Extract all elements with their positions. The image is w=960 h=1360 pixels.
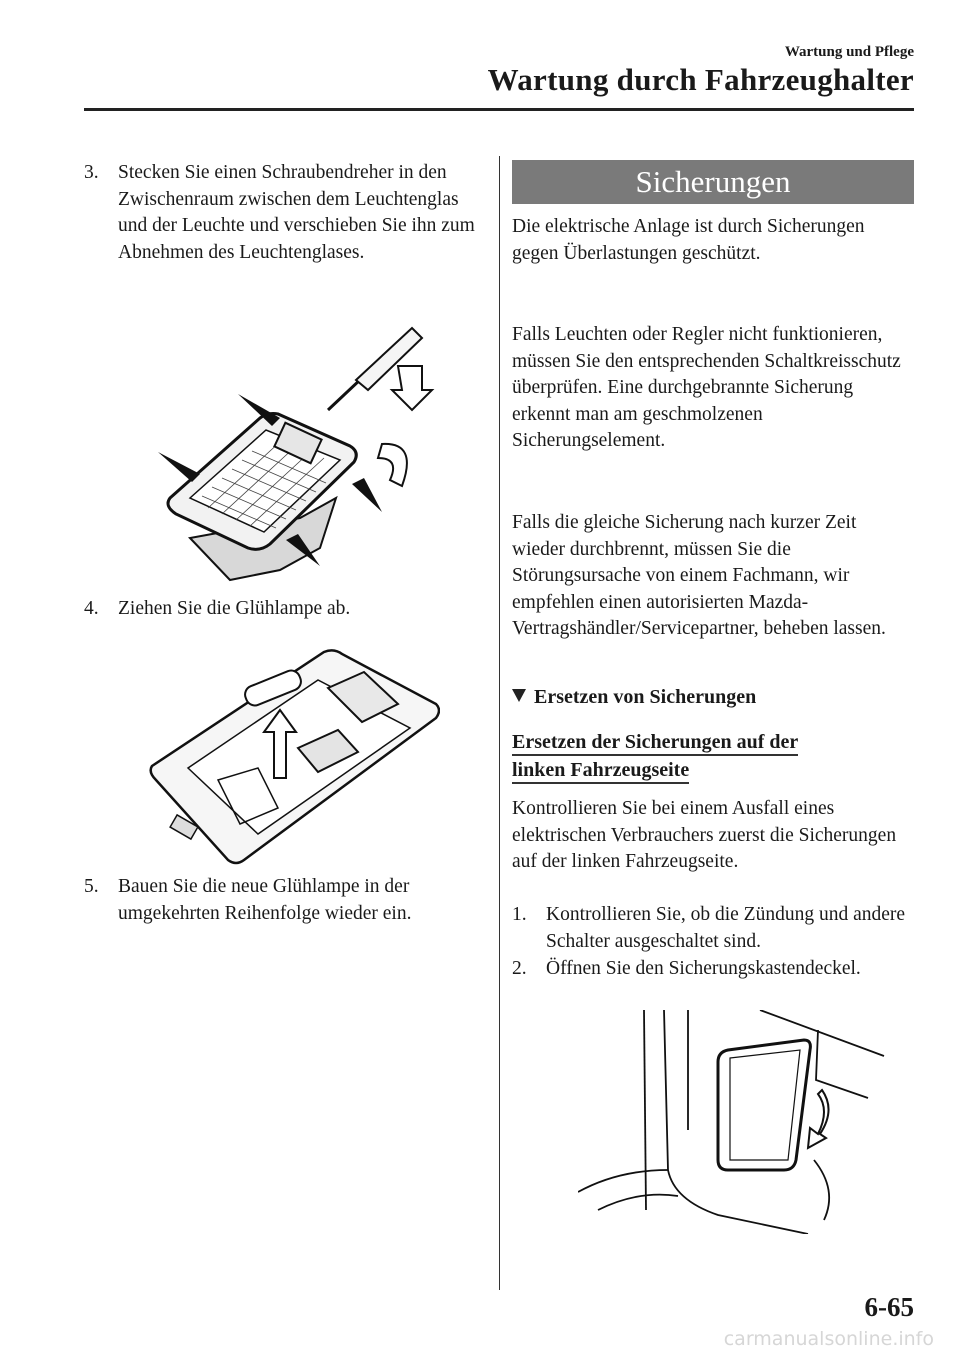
header-divider [84,108,914,111]
column-divider [499,156,500,1290]
chapter-label: Wartung und Pflege [784,44,914,60]
bulb-removal-illustration [148,648,440,866]
step-number: 2. [512,958,527,979]
step-number: 3. [84,162,99,183]
triangle-marker-icon [512,689,526,702]
step-number: 4. [84,598,99,619]
paragraph-check-left: Kontrollieren Sie bei einem Ausfall eines elektrischen Verbrauchers zuerst die Sicherungen auf der linken Fahrzeugseite. [512,798,897,872]
paragraph-overload: Die elektrische Anlage ist durch Sicherungen gegen Überlastungen geschützt. [512,216,865,264]
underlined-heading-line-1: Ersetzen der Sicherungen auf der [512,731,798,756]
paragraph-repeat-failure: Falls die gleiche Sicherung nach kurzer Zeit wieder durchbrennt, müssen Sie die Störungsursache von einem Fachmann, wir empfehlen einen autorisierten Mazda-Vertragshändler/Servicepartner, beheben lassen. [512,512,886,639]
step-text: Kontrollieren Sie, ob die Zündung und andere Schalter ausgeschaltet sind. [546,904,906,952]
step-5 [84,874,484,927]
step-number: 5. [84,876,99,897]
page-number: 6-65 [864,1292,914,1322]
step-number: 1. [512,904,527,925]
underlined-heading [512,728,912,784]
lens-removal-illustration [150,318,440,586]
page-title: Wartung durch Fahrzeughalter [487,62,914,97]
step-text: Ziehen Sie die Glühlampe ab. [118,598,351,619]
step-text: Stecken Sie einen Schraubendreher in den Zwischenraum zwischen dem Leuchtenglas und der Leuchte und verschieben Sie ihn zum Abnehmen des Leuchtenglases. [118,162,475,263]
step-1 [512,902,912,955]
step-text: Bauen Sie die neue Glühlampe in der umgekehrten Reihenfolge wieder ein. [118,876,412,924]
step-text: Öffnen Sie den Sicherungskastendeckel. [546,958,861,979]
fuse-cover-illustration [578,1010,888,1234]
subheading-text: Ersetzen von Sicherungen [534,686,757,708]
section-banner: Sicherungen [512,160,914,204]
step-4 [84,596,484,623]
paragraph-check-circuit: Falls Leuchten oder Regler nicht funktionieren, müssen Sie den entsprechenden Schaltkreisschutz überprüfen. Eine durchgebrannte Sicherung erkennt man am geschmolzenen Sicherungselement. [512,324,901,451]
step-2 [512,956,912,983]
subheading [512,686,912,709]
step-3 [84,160,484,266]
watermark: carmanualsonline.info [723,1328,934,1350]
underlined-heading-line-2: linken Fahrzeugseite [512,759,689,784]
